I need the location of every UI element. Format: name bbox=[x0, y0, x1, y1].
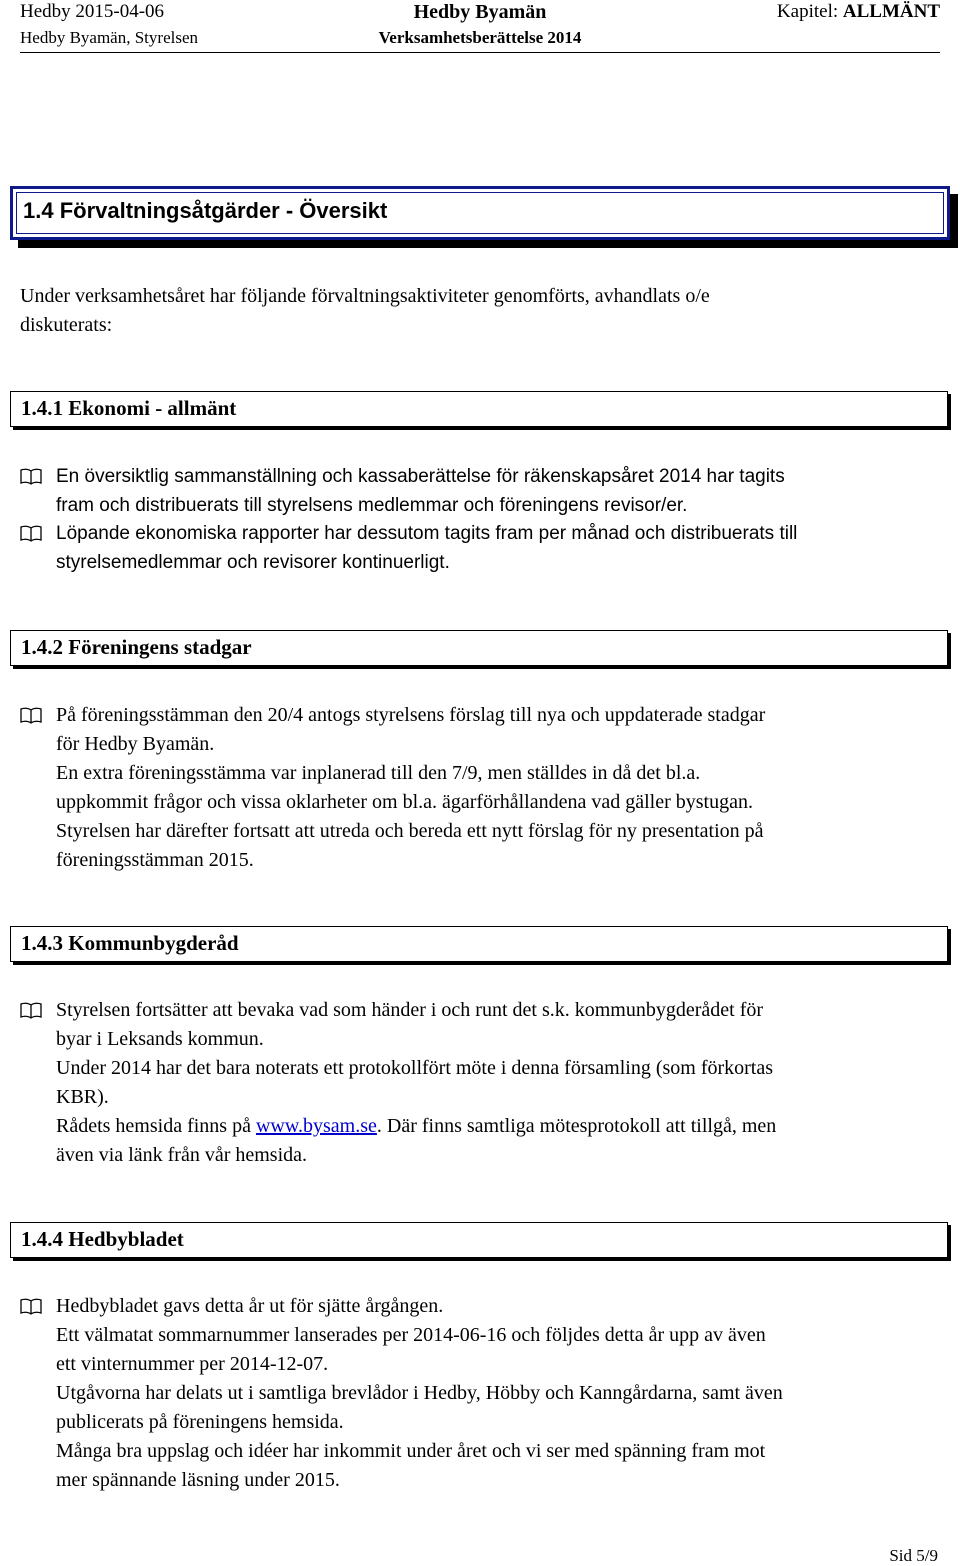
bullet-line bbox=[56, 1112, 936, 1141]
bullet-line: för Hedby Byamän. bbox=[56, 733, 215, 755]
section-intro bbox=[20, 282, 920, 340]
bullet-line: Ett välmatat sommarnummer lanserades per 2014-06-16 och följdes detta år upp av även bbox=[56, 1324, 766, 1346]
link-prefix: Rådets hemsida finns på bbox=[56, 1115, 256, 1137]
book-icon bbox=[20, 525, 42, 542]
subsection-title: 1.4.2 Föreningens stadgar bbox=[21, 635, 252, 659]
book-icon bbox=[20, 1002, 42, 1019]
bullet-line: Styrelsen har därefter fortsatt att utreda och bereda ett nytt förslag för ny presentation på bbox=[56, 820, 764, 842]
bullet-line: ett vinternummer per 2014-12-07. bbox=[56, 1353, 329, 1375]
bullet-line: KBR). bbox=[56, 1086, 109, 1108]
header-chapter bbox=[777, 0, 940, 24]
page-number: Sid 5/9 bbox=[889, 1546, 938, 1565]
header-chapter-value: ALLMÄNT bbox=[842, 1, 940, 22]
bullet-line: publicerats på föreningens hemsida. bbox=[56, 1411, 344, 1433]
bullet-line: Hedbybladet gavs detta år ut för sjätte årgången. bbox=[56, 1295, 444, 1317]
header-date: Hedby 2015-04-06 bbox=[20, 1, 165, 22]
intro-line-1: Under verksamhetsåret har följande förvaltningsaktiviteter genomförts, avhandlats o/e bbox=[20, 285, 710, 307]
bullet-line: även via länk från vår hemsida. bbox=[56, 1144, 308, 1166]
bullet-line: Under 2014 har det bara noterats ett protokollfört möte i denna församling (som förkortas bbox=[56, 1057, 774, 1079]
bullet-line: En översiktlig sammanställning och kassaberättelse för räkenskapsåret 2014 har tagits bbox=[56, 466, 785, 487]
subsection-heading-ekonomi bbox=[10, 391, 948, 427]
subsection-heading-kommunbygderad bbox=[10, 926, 948, 962]
subsection-title: 1.4.3 Kommunbygderåd bbox=[21, 931, 239, 955]
intro-line-2: diskuterats: bbox=[20, 314, 113, 336]
subsection-title: 1.4.1 Ekonomi - allmänt bbox=[21, 396, 237, 420]
bysam-link[interactable]: www.bysam.se bbox=[255, 1115, 377, 1137]
bullet-line: byar i Leksands kommun. bbox=[56, 1028, 264, 1050]
subsection-heading-stadgar bbox=[10, 630, 948, 666]
section-title: 1.4 Förvaltningsåtgärder - Översikt bbox=[23, 198, 388, 223]
book-icon bbox=[20, 468, 42, 485]
page-header bbox=[20, 0, 940, 53]
book-icon bbox=[20, 1298, 42, 1315]
bullet-line: uppkommit frågor och vissa oklarheter om bl.a. ägarförhållandena vad gäller bystugan. bbox=[56, 791, 753, 813]
header-chapter-label: Kapitel: bbox=[776, 1, 839, 22]
subsection-heading-hedbybladet bbox=[10, 1222, 948, 1258]
bullet-line: Utgåvorna har delats ut i samtliga brevlådor i Hedby, Höbby och Kanngårdarna, samt även bbox=[56, 1382, 783, 1404]
bullet-line: styrelsemedlemmar och revisorer kontinuerligt. bbox=[56, 552, 450, 573]
bullet-line: Många bra uppslag och idéer har inkommit under året och vi ser med spänning fram mot bbox=[56, 1440, 766, 1462]
header-title: Hedby Byamän bbox=[413, 1, 547, 23]
book-icon bbox=[20, 707, 42, 724]
bullet-line: Löpande ekonomiska rapporter har dessutom tagits fram per månad och distribuerats till bbox=[56, 523, 798, 544]
header-subtitle: Verksamhetsberättelse 2014 bbox=[378, 28, 582, 47]
link-suffix: . Där finns samtliga mötesprotokoll att tillgå, men bbox=[376, 1115, 777, 1137]
header-org: Hedby Byamän, Styrelsen bbox=[20, 28, 198, 47]
bullet-line: En extra föreningsstämma var inplanerad till den 7/9, men ställdes in då det bl.a. bbox=[56, 762, 701, 784]
bullet-line: fram och distribuerats till styrelsens medlemmar och föreningens revisor/er. bbox=[56, 495, 688, 516]
bullet-line: föreningsstämman 2015. bbox=[56, 849, 254, 871]
bullet-line: På föreningsstämman den 20/4 antogs styrelsens förslag till nya och uppdaterade stadgar bbox=[56, 704, 766, 726]
bullet-line: Styrelsen fortsätter att bevaka vad som händer i och runt det s.k. kommunbygderådet för bbox=[56, 999, 764, 1021]
bullet-line: mer spännande läsning under 2015. bbox=[56, 1469, 340, 1491]
subsection-title: 1.4.4 Hedbybladet bbox=[21, 1227, 184, 1251]
section-heading-box bbox=[10, 186, 950, 240]
